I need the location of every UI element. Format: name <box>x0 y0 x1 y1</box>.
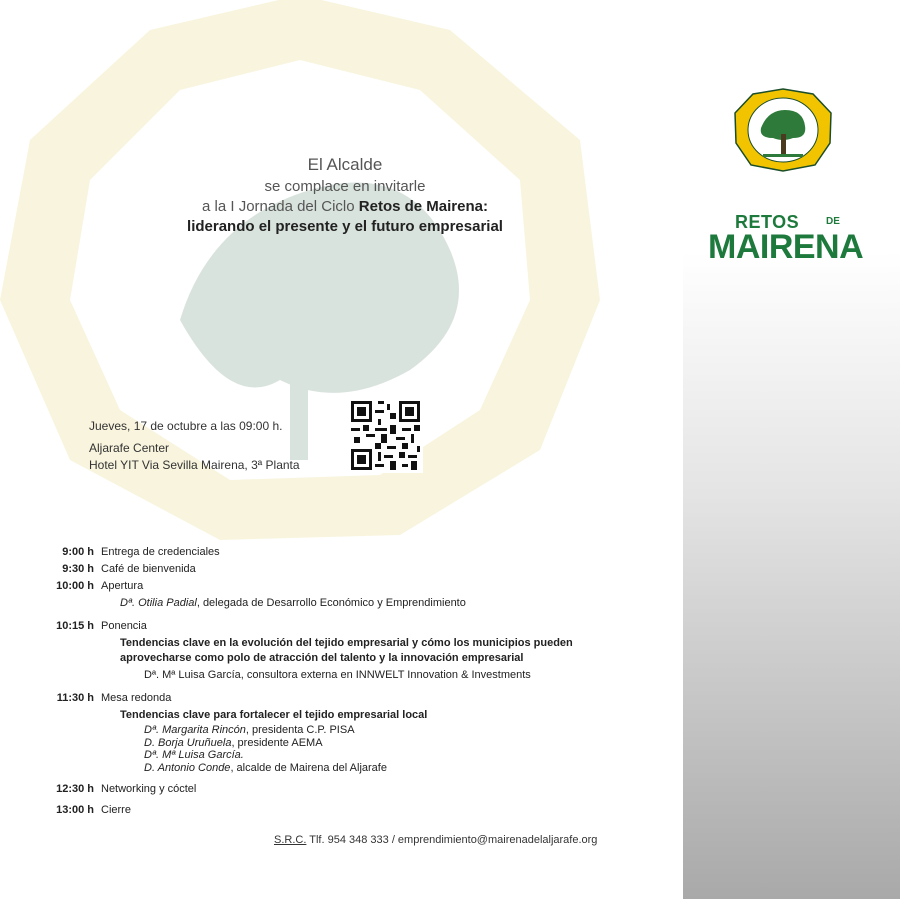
agenda-item <box>40 618 670 635</box>
panelist <box>40 737 670 750</box>
invite-line-2: se complace en invitarle <box>264 178 426 195</box>
panelist-name: D. Antonio Conde <box>144 761 231 774</box>
event-address: Hotel YIT Via Sevilla Mairena, 3ª Planta <box>89 458 300 472</box>
panel-topic: Tendencias clave para fortalecer el tejido empresarial local <box>120 709 428 721</box>
agenda-time: 11:30 h <box>56 692 94 704</box>
agenda <box>40 544 670 819</box>
agenda-desc: Café de bienvenida <box>101 563 196 575</box>
agenda-desc: Entrega de credenciales <box>101 546 220 558</box>
agenda-item <box>40 544 670 561</box>
agenda-desc: Networking y cóctel <box>101 783 197 795</box>
agenda-desc: Apertura <box>101 580 144 592</box>
invite-line-3 <box>120 198 570 215</box>
event-subtitle: liderando el presente y el futuro empresarial <box>187 218 503 235</box>
panelist-role: , presidente AEMA <box>231 736 323 749</box>
agenda-time: 12:30 h <box>56 783 94 795</box>
invitation-heading <box>120 155 570 235</box>
mairena-word: MAIRENA <box>708 228 864 266</box>
agenda-time: 9:00 h <box>62 546 94 558</box>
agenda-item <box>40 781 670 798</box>
panelist-name: D. Borja Uruñuela <box>144 736 232 749</box>
agenda-time: 10:15 h <box>56 620 94 632</box>
retos-de-mairena-logo <box>708 210 878 280</box>
invite-line-3-prefix: a la I Jornada del Ciclo <box>202 198 359 215</box>
agenda-time: 9:30 h <box>62 563 94 575</box>
event-details <box>89 418 300 474</box>
agenda-item <box>40 802 670 819</box>
agenda-speaker <box>40 595 670 611</box>
speaker-role: , delegada de Desarrollo Económico y Emprendimiento <box>196 597 466 609</box>
event-venue: Aljarafe Center <box>89 441 170 455</box>
talk-topic-line-1: Tendencias clave en la evolución del tejido empresarial y cómo los municipios pueden <box>120 637 573 649</box>
agenda-desc: Cierre <box>101 804 131 816</box>
agenda-item <box>40 578 670 595</box>
de-word: DE <box>826 216 840 227</box>
talk-topic-line-2: aprovecharse como polo de atracción del talento y la innovación empresarial <box>120 652 524 664</box>
contact-footer <box>274 834 597 846</box>
qr-code[interactable] <box>348 398 423 473</box>
invite-line-1: El Alcalde <box>307 155 383 174</box>
panelist-name: Dª. Margarita Rincón <box>144 724 246 736</box>
ayuntamiento-seal-logo <box>733 88 833 172</box>
event-series-title: Retos de Mairena: <box>358 198 488 215</box>
contact-info[interactable]: Tlf. 954 348 333 / emprendimiento@mairenadelaljarafe.org <box>306 834 598 846</box>
agenda-item <box>40 561 670 578</box>
panelist <box>40 724 670 737</box>
src-label: S.R.C. <box>274 834 307 846</box>
panelist-name: Dª. Mª Luisa García. <box>144 749 244 761</box>
agenda-time: 13:00 h <box>56 804 94 816</box>
retos-word: RETOS <box>735 212 800 232</box>
talk-speaker: Dª. Mª Luisa García, consultora externa en INNWELT Innovation & Investments <box>144 669 531 681</box>
panelist <box>40 762 670 775</box>
agenda-time: 10:00 h <box>56 580 94 592</box>
agenda-desc: Mesa redonda <box>101 692 172 704</box>
panelist-role: , presidenta C.P. PISA <box>245 724 355 736</box>
agenda-item <box>40 690 670 707</box>
event-date: Jueves, 17 de octubre a las 09:00 h. <box>89 419 283 433</box>
agenda-desc: Ponencia <box>101 620 147 632</box>
panelist-role: , alcalde de Mairena del Aljarafe <box>230 761 387 774</box>
panelist <box>40 749 670 762</box>
speaker-name: Dª. Otilia Padial <box>120 597 197 609</box>
